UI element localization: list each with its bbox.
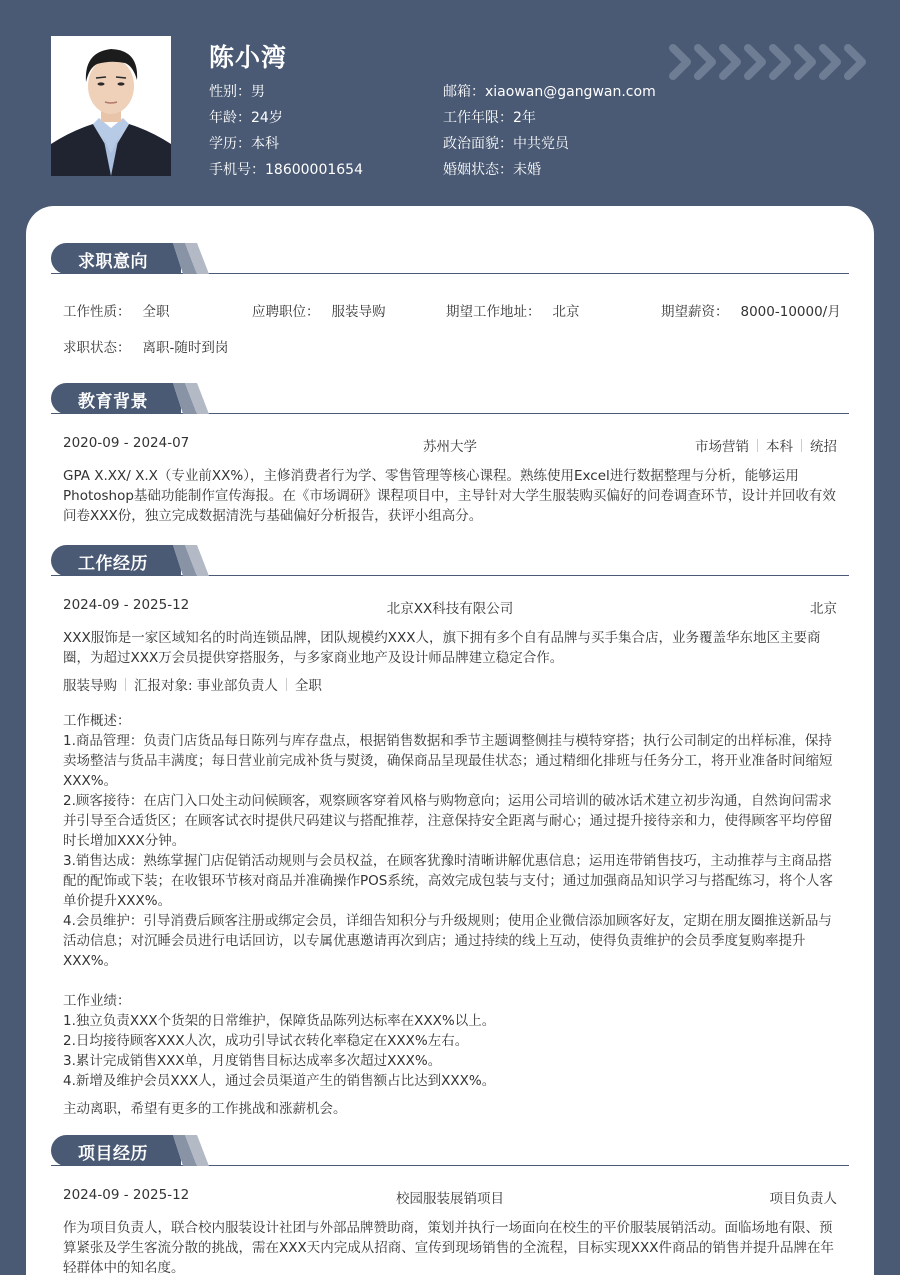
age-row xyxy=(209,107,363,133)
achievement-item: 1.独立负责XXX个货架的日常维护，保障货品陈列达标率在XXX%以上。 xyxy=(63,1013,496,1029)
field-label: 求职状态： xyxy=(63,340,131,356)
education-description: GPA X.XX/ X.X（专业前XX%），主修消费者行为学、零售管理等核心课程。熟练使用Excel进行数据整理与分析，能够运用Photoshop基础功能制作宣传海报。在《市场调研》课程项目中，主导针对大学生服装购买偏好的问卷调查环节，设计并回收有效问卷XXX份，独立完成数据清洗与基础偏好分析报告，获评小组高分。 xyxy=(63,468,836,524)
section-title: 教育背景 xyxy=(78,392,148,412)
education-level-label: 学历： xyxy=(209,136,251,152)
work-city: 北京 xyxy=(810,601,837,617)
age-label: 年龄： xyxy=(209,110,251,126)
project-description: 作为项目负责人，联合校内服装设计社团与外部品牌赞助商，策划并执行一场面向在校生的平价服装展销活动。面临场地有限、预算紧张及学生客流分散的挑战，需在XXX天内完成从招商、宣传到现场销售的全流程，目标实现XXX件商品的销售并提升品牌在年轻群体中的知名度。 xyxy=(63,1220,834,1275)
field-value: 北京 xyxy=(552,304,580,320)
political-status-label: 政治面貌： xyxy=(443,136,513,152)
basic-info-left xyxy=(209,81,363,185)
email-row xyxy=(443,81,656,107)
project-period: 2024-09 - 2025-12 xyxy=(63,1187,190,1203)
phone-label: 手机号： xyxy=(209,162,265,178)
section-title: 项目经历 xyxy=(78,1144,148,1164)
overview-item: 2.顾客接待：在店门入口处主动问候顾客，观察顾客穿着风格与购物意向；运用公司培训的破冰话术建立初步沟通，自然询问需求并引导至合适货区；在顾客试衣时提供尺码建议与搭配推荐，注意保持安全距离与耐心；通过提升接待亲和力，使得顾客平均停留时长增加XXX分钟。 xyxy=(63,793,833,849)
work-years-row xyxy=(443,107,656,133)
leave-reason: 主动离职，希望有更多的工作挑战和涨薪机会。 xyxy=(63,1101,347,1117)
resume-header xyxy=(0,0,900,206)
section-projects xyxy=(51,1135,849,1275)
gender-value: 男 xyxy=(251,84,265,100)
phone-value: 18600001654 xyxy=(265,162,363,178)
section-header xyxy=(51,383,849,414)
salary-field xyxy=(661,300,841,320)
section-job-intent xyxy=(51,243,849,274)
gender-row xyxy=(209,81,363,107)
political-status-row xyxy=(443,133,656,159)
achievement-item: 3.累计完成销售XXX单，月度销售目标达成率多次超过XXX%。 xyxy=(63,1053,442,1069)
candidate-name: 陈小湾 xyxy=(209,43,288,72)
political-status-value: 中共党员 xyxy=(513,136,569,152)
field-value: 8000-10000/月 xyxy=(740,304,841,320)
job-status-field xyxy=(63,336,228,356)
school-name: 苏州大学 xyxy=(423,439,477,455)
field-label: 期望薪资： xyxy=(661,304,729,320)
enrollment-tag: 统招 xyxy=(810,439,837,455)
company-name: 北京XX科技有限公司 xyxy=(386,601,514,617)
work-overview xyxy=(51,711,849,971)
email-value: xiaowan@gangwan.com xyxy=(485,84,656,100)
field-value: 离职-随时到岗 xyxy=(142,340,229,356)
gender-label: 性别： xyxy=(209,84,251,100)
phone-row xyxy=(209,159,363,185)
resume-card xyxy=(26,206,874,1275)
degree-tag: 本科 xyxy=(766,439,793,455)
section-header xyxy=(51,1135,849,1166)
marital-status-row xyxy=(443,159,656,185)
work-years-value: 2年 xyxy=(513,110,536,126)
overview-title: 工作概述： xyxy=(63,713,131,729)
company-intro: XXX服饰是一家区域知名的时尚连锁品牌，团队规模约XXX人，旗下拥有多个自有品牌与买手集合店，业务覆盖华东地区主要商圈，为超过XXX万会员提供穿搭服务，与多家商业地产及设计师品牌建立稳定合作。 xyxy=(63,630,821,666)
chevron-arrows-icon xyxy=(667,42,872,82)
location-field xyxy=(446,300,580,320)
major-tag: 市场营销 xyxy=(695,439,749,455)
section-education xyxy=(51,383,849,526)
section-work-experience xyxy=(51,545,849,1119)
separator xyxy=(757,439,758,452)
field-label: 应聘职位： xyxy=(252,304,320,320)
role-tag: 服装导购 xyxy=(63,678,117,694)
work-period: 2024-09 - 2025-12 xyxy=(63,597,190,613)
age-value: 24岁 xyxy=(251,110,283,126)
separator xyxy=(286,678,287,691)
marital-status-label: 婚姻状态： xyxy=(443,162,513,178)
education-level-value: 本科 xyxy=(251,136,279,152)
field-label: 期望工作地址： xyxy=(446,304,541,320)
section-title: 求职意向 xyxy=(78,252,148,272)
project-role: 项目负责人 xyxy=(769,1191,837,1207)
achievements-title: 工作业绩： xyxy=(63,993,131,1009)
marital-status-value: 未婚 xyxy=(513,162,541,178)
achievement-item: 2.日均接待顾客XXX人次，成功引导试衣转化率稳定在XXX%左右。 xyxy=(63,1033,469,1049)
achievement-item: 4.新增及维护会员XXX人，通过会员渠道产生的销售额占比达到XXX%。 xyxy=(63,1073,496,1089)
field-label: 工作性质： xyxy=(63,304,131,320)
basic-info-right xyxy=(443,81,656,185)
field-value: 服装导购 xyxy=(331,304,386,320)
report-to-tag: 汇报对象: 事业部负责人 xyxy=(134,678,278,694)
education-period: 2020-09 - 2024-07 xyxy=(63,435,190,451)
education-tags xyxy=(695,435,837,455)
work-tags xyxy=(51,676,849,696)
project-name: 校园服装展销项目 xyxy=(396,1191,504,1207)
field-value: 全职 xyxy=(142,304,170,320)
section-title: 工作经历 xyxy=(78,554,148,574)
project-meta xyxy=(51,1187,849,1207)
portrait-photo xyxy=(51,36,171,176)
work-achievements xyxy=(51,991,849,1091)
overview-item: 4.会员维护：引导消费后顾客注册或绑定会员，详细告知积分与升级规则；使用企业微信添加顾客好友，定期在朋友圈推送新品与活动信息；对沉睡会员进行电话回访，以专属优惠邀请再次到店；通过持续的线上互动，使得负责维护的会员季度复购率提升XXX%。 xyxy=(63,913,832,969)
position-field xyxy=(252,300,386,320)
work-years-label: 工作年限： xyxy=(443,110,513,126)
education-meta xyxy=(51,435,849,455)
overview-item: 3.销售达成：熟练掌握门店促销活动规则与会员权益，在顾客犹豫时清晰讲解优惠信息；运用连带销售技巧，主动推荐与主商品搭配的配饰或下装；在收银环节核对商品并准确操作POS系统，高效完成包装与支付；通过加强商品知识学习与搭配练习，将个人客单价提升XXX%。 xyxy=(63,853,833,909)
overview-item: 1.商品管理：负责门店货品每日陈列与库存盘点，根据销售数据和季节主题调整侧挂与模特穿搭；执行公司制定的出样标准，保持卖场整洁与货品丰满度；每日营业前完成补货与熨烫，确保商品呈现最佳状态；通过精细化排班与任务分工，将开业准备时间缩短XXX%。 xyxy=(63,733,833,789)
email-label: 邮箱： xyxy=(443,84,485,100)
separator xyxy=(125,678,126,691)
education-level-row xyxy=(209,133,363,159)
separator xyxy=(801,439,802,452)
employment-type-tag: 全职 xyxy=(294,678,322,694)
section-header xyxy=(51,243,849,274)
work-meta xyxy=(51,597,849,617)
section-header xyxy=(51,545,849,576)
job-type-field xyxy=(63,300,170,320)
